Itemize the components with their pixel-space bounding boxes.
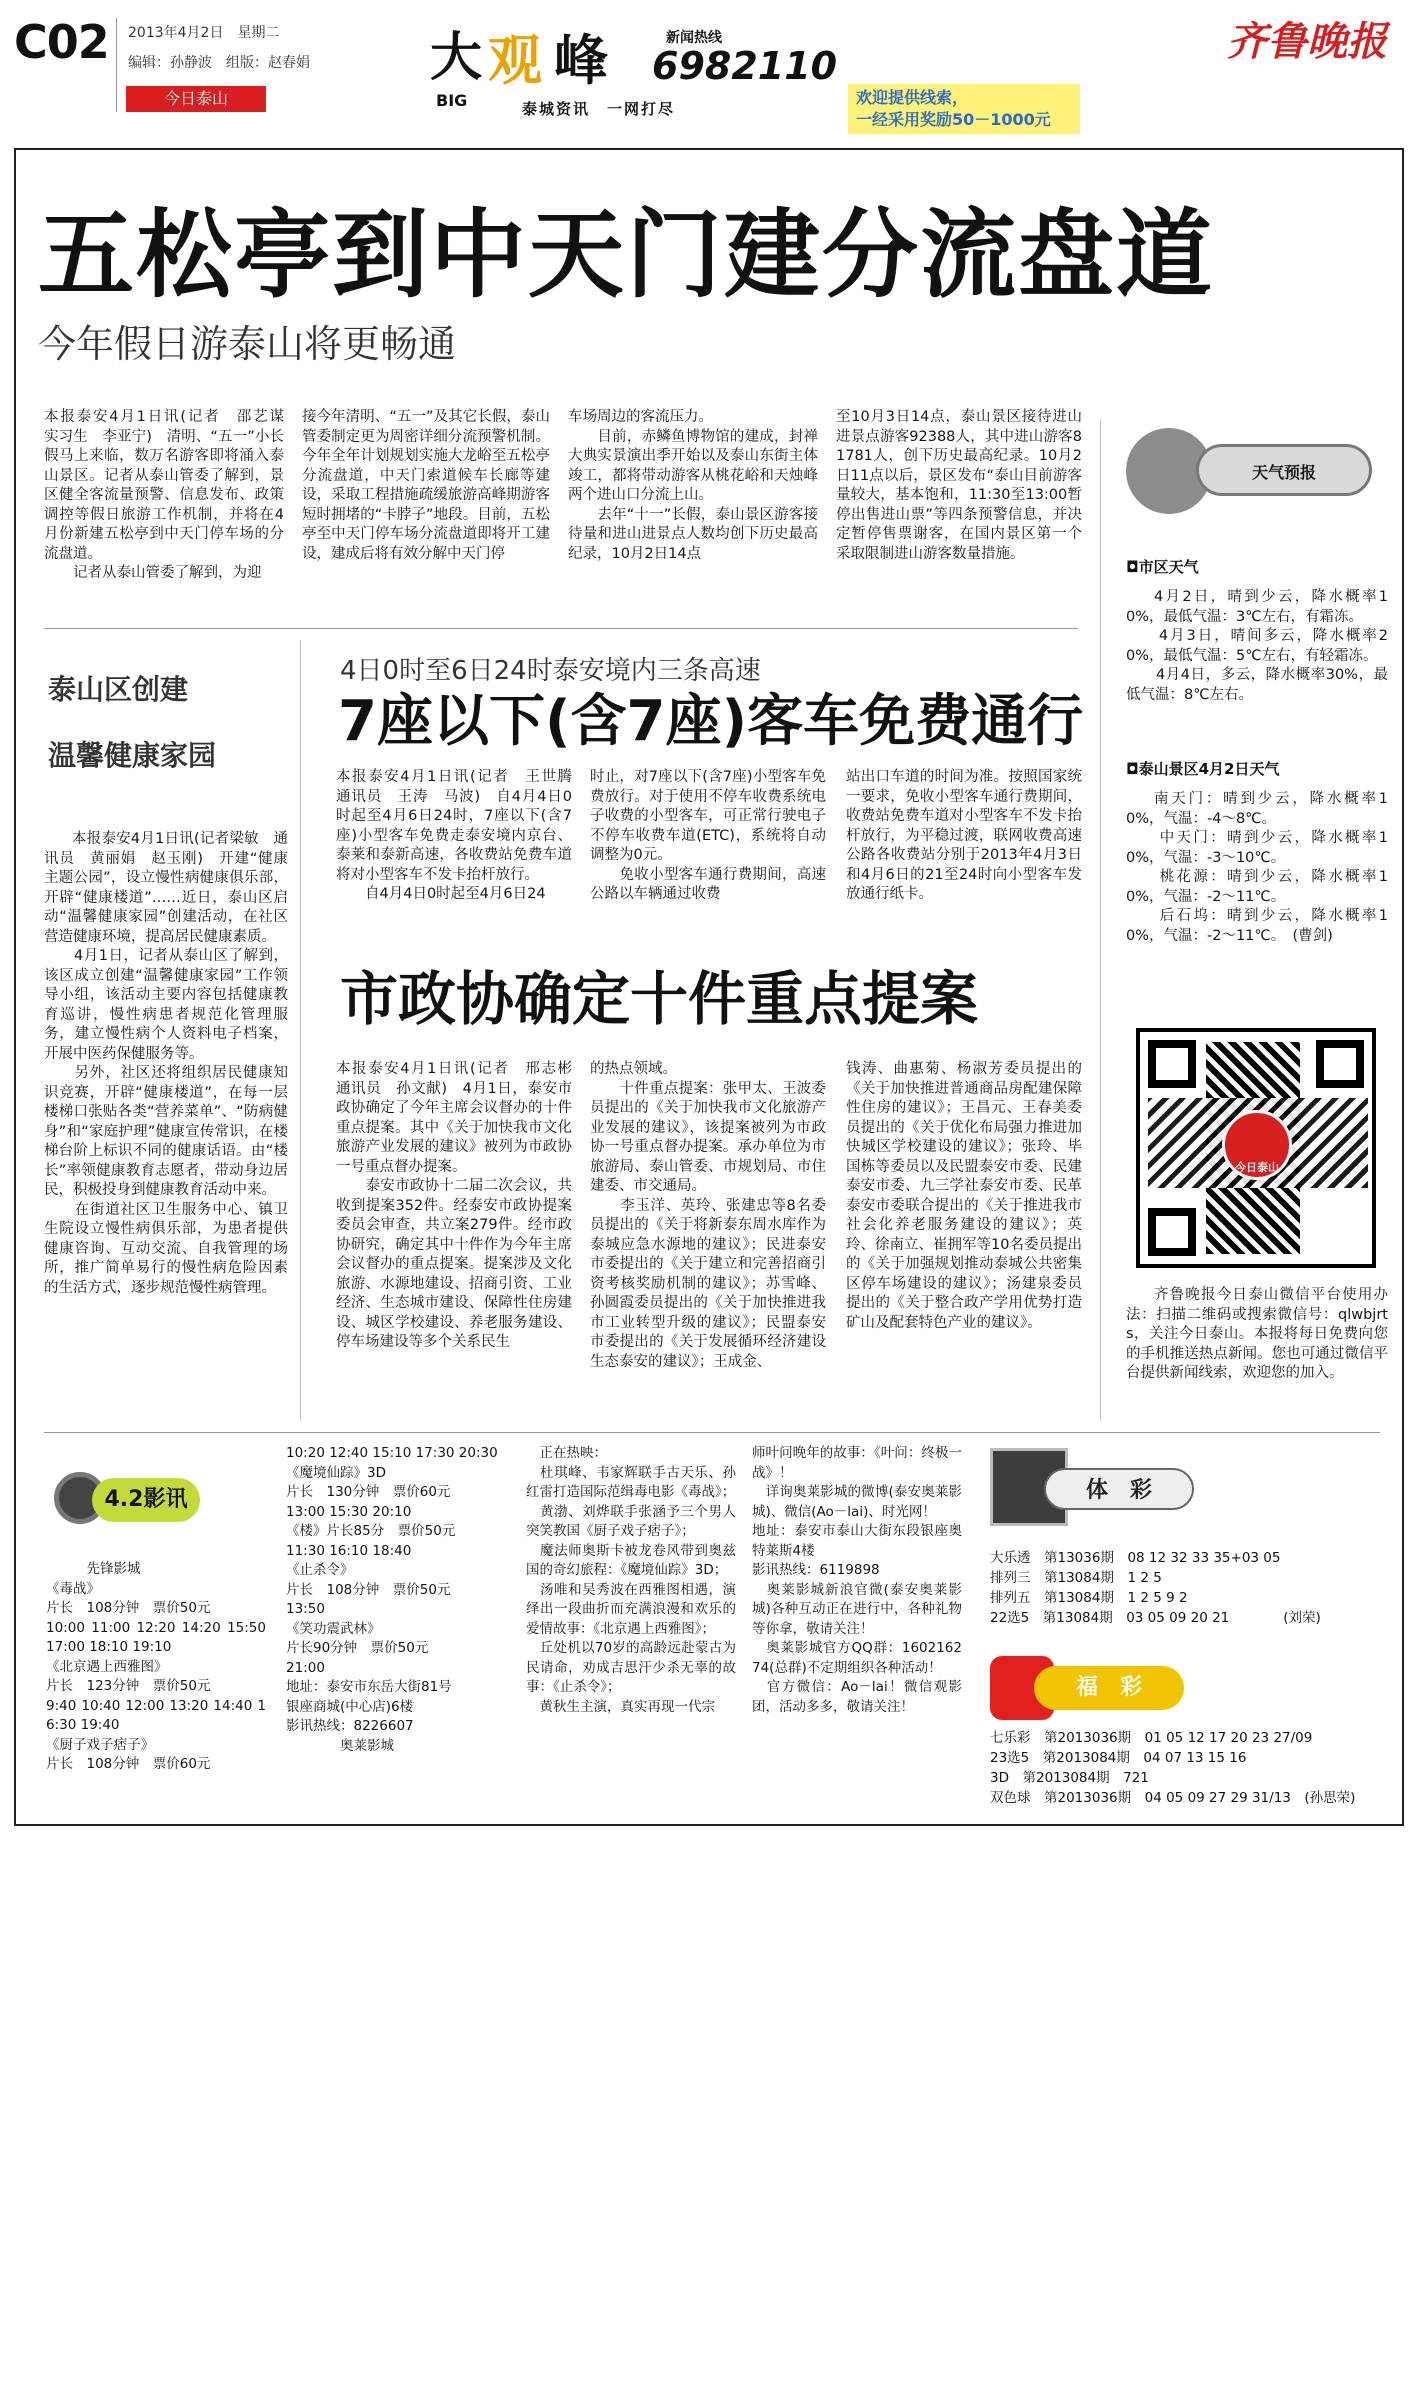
brand-logo: 齐鲁晚报 <box>1227 18 1387 65</box>
weather-banner <box>1126 428 1376 514</box>
hotline-number: 6982110 <box>652 44 838 88</box>
cppcc-col-3: 钱涛、曲惠菊、杨淑芳委员提出的《关于加快推进普通商品房配建保障性住房的建议》；王昌元、王春美委员提出的《关于优化布局强力推进加快城区学校建设的建议》；张玲、毕国栋等委员以及民盟泰安市委、民建泰安市委、九三学社泰安市委、民革泰安市委联合提出的《关于推进我市社会化养老服务建设的建议》；英玲、徐南立、崔拥军等10名委员提出的《关于加强规划推动泰城公共密集区停车场建设的建议》；汤建泉委员提出的《关于整合政产学用优势打造矿山及配套特色产业的建议》。 <box>846 1061 1082 1331</box>
cppcc-col-1: 本报泰安4月1日讯(记者 邢志彬 通讯员 孙文献) 4月1日，泰安市政协确定了今年主席会议督办的十件重点提案。其中《关于加快我市文化旅游产业发展的建议》被列为市政协一号重点督办提案。 泰安市政协十二届二次会议，共收到提案352件。经泰安市政协提案委员会审查，共立案279件。经市政协研究，确定其中十件作为今年主席会议督办的重点提案。提案涉及文化旅游、水源地建设、招商引资、工业经济、生态城市建设、保障性住房建设、城区学校建设、养老服务建设、停车场建设等多个关系民生 <box>336 1061 572 1350</box>
main-col-4: 至10月3日14点，泰山景区接待进山进景点游客92388人，其中进山游客81781人，创下历史最高纪录。10月2日11点以后，景区发布“泰山目前游客量较大，基本饱和，11:30至13:00暂停出售进山票”等四条预警信息，并决定暂停售票谢客，在国内景区第一个采取限制进山游客数量措施。 <box>836 409 1082 562</box>
logo-char-feng: 峰 <box>554 28 608 92</box>
movies-col-2: 10:20 12:40 15:10 17:30 20:30 《魔境仙踪》3D 片长 130分钟 票价60元 13:00 15:30 20:10 《楼》片长85分 票价50元 11:30 16:10 18:40 《止杀令》 片长 108分钟 票价50元 13:50 《笑功震武林》 片长90分钟 票价50元 21:00 地址：泰安市东岳大街81号 银座商城(中心店)6楼 影讯热线：8226607 奥莱影城 <box>286 1445 498 1754</box>
sports-line: 22选5 第13084期 03 05 09 20 21 (刘荣) <box>990 1610 1321 1626</box>
movies-col-4: 师叶问晚年的故事：《叶问：终极一战》！ 详询奥莱影城的微博(泰安奥莱影城)、微信(Ao－lai)、时光网！ 地址：泰安市泰山大街东段银座奥特莱斯4楼 影讯热线：6119898 奥莱影城新浪官微(泰安奥莱影城)各种互动正在进行中，各种礼物等你拿，敬请关注！ 奥莱影城官方QQ群：160216274(总群)不定期组织各种活动！ 官方微信：Ao－lai！微信观影团，活动多多，敬请关注！ <box>752 1445 962 1715</box>
cppcc-headline: 市政协确定十件重点提案 <box>340 965 979 1033</box>
right-rule <box>1402 148 1404 1826</box>
welfare-title: 福 彩 <box>1034 1666 1184 1710</box>
wechat-notice: 齐鲁晚报今日泰山微信平台使用办法：扫描二维码或搜索微信号：qlwbjrts，关注今日泰山。本报将每日免费向您的手机推送热点新闻。您也可通过微信平台提供新闻线索，欢迎您的加入。 <box>1126 1287 1388 1381</box>
city-weather-head-text: 市区天气 <box>1138 558 1199 576</box>
hotline-label: 新闻热线 <box>666 30 722 46</box>
tip-line-2: 一经采用奖励50－1000元 <box>856 110 1051 129</box>
city-weather-text: 4月2日，晴到少云，降水概率10%，最低气温：3℃左右，有霜冻。 4月3日，晴间多云，降水概率20%，最低气温：5℃左右，有轻霜冻。 4月4日，多云，降水概率30%，最低气温：8℃左右。 <box>1126 589 1388 703</box>
welfare-lottery-banner <box>990 1656 1190 1720</box>
movies-banner <box>54 1470 204 1528</box>
tip-box <box>848 84 1080 134</box>
qr-code[interactable] <box>1136 1028 1376 1268</box>
sports-lottery-banner <box>990 1448 1200 1528</box>
main-col-2: 接今年清明、“五一”及其它长假，泰山管委制定更为周密详细分流预警机制。今年全年计划规划实施大龙峪至五松亭分流盘道，中天门索道候车长廊等建设，采取工程措施疏缓旅游高峰期游客短时拥堵的“卡脖子”地段。目前，五松亭至中天门停车场分流盘道即将开工建设，建成后将有效分解中天门停 <box>302 409 550 562</box>
left-rule <box>14 148 16 1826</box>
tip-line-1: 欢迎提供线索， <box>856 88 969 107</box>
movies-col-3: 正在热映： 杜琪峰、韦家辉联手古天乐、孙红雷打造国际范缉毒电影《毒战》； 黄渤、刘烨联手张涵予三个男人突笑教国《厨子戏子痞子》； 魔法师奥斯卡被龙卷风带到奥兹国的奇幻旅程：《魔境仙踪》3D； 汤唯和吴秀波在西雅图相遇，演绎出一段曲折而充满浪漫和欢乐的爱情故事：《北京遇上西雅图》； 丘处机以70岁的高龄远赴蒙古为民请命，劝成吉思汗少杀无辜的故事：《止杀令》； 黄秋生主演，真实再现一代宗 <box>526 1445 736 1715</box>
section-separator <box>44 628 1078 629</box>
page-number: C02 <box>14 15 109 69</box>
health-text: 本报泰安4月1日讯(记者梁敏 通讯员 黄丽娟 赵玉刚) 开建“健康主题公园”，设立慢性病健康俱乐部，开辟“健康楼道”……近日，泰山区启动“温馨健康家园”创建活动，在社区营造健康环境，提高居民健康素质。 4月1日，记者从泰山区了解到，该区成立创建“温馨健康家园”工作领导小组，该活动主要内容包括健康教育巡讲，慢性病患者规范化管理服务，建立慢性病个人资料电子档案，开展中医药保健服务等。 另外，社区还将组织居民健康知识竞赛，开辟“健康楼道”，在每一层楼梯口张贴各类“营养菜单”、“防病健身”和“家庭护理”健康宣传常识，在楼梯台阶上标识不同的健康话语。由“楼长”率领健康教育志愿者，带动身边居民，积极投身到健康教育活动中来。 在街道社区卫生服务中心、镇卫生院设立慢性病俱乐部，为患者提供健康咨询、互动交流、自我管理的场所，推广简单易行的慢性病危险因素的生活方式，逐步规范慢性病管理。 <box>44 831 288 1296</box>
qr-center-logo <box>1222 1110 1292 1180</box>
welfare-line: 双色球 第2013036期 04 05 09 27 29 31/13 (孙思荣) <box>990 1790 1356 1806</box>
welfare-line: 3D 第2013084期 721 <box>990 1770 1149 1786</box>
movies-col-1: 先锋影城 《毒战》 片长 108分钟 票价50元 10:00 11:00 12:20 14:20 15:50 17:00 18:10 19:10 《北京遇上西雅图》 片长 123分钟 票价50元 9:40 10:40 12:00 13:20 14:40 16:30 19:40 《厨子戏子痞子》 片长 108分钟 票价60元 <box>46 1561 266 1772</box>
right-column-divider <box>1100 420 1101 1420</box>
health-divider <box>300 640 301 1420</box>
section-tag: 今日泰山 <box>126 86 266 112</box>
logo-slogan: 泰城资讯 一网打尽 <box>522 100 676 118</box>
qr-center-label: 今日泰山 <box>1235 1161 1279 1174</box>
sports-line: 大乐透 第13036期 08 12 32 33 35+03 05 <box>990 1550 1281 1566</box>
welfare-line: 23选5 第2013084期 04 07 13 15 16 <box>990 1750 1247 1766</box>
sports-line: 排列三 第13084期 1 2 5 <box>990 1570 1162 1586</box>
main-subhead: 今年假日游泰山将更畅通 <box>38 322 457 366</box>
sports-results <box>990 1548 1321 1628</box>
movies-title: 4.2影讯 <box>92 1478 200 1522</box>
date-line: 2013年4月2日 星期二 <box>128 25 280 41</box>
mountain-weather-head: ◘泰山景区4月2日天气 <box>1126 760 1280 778</box>
top-rule <box>14 148 1404 150</box>
bottom-separator <box>44 1432 1380 1433</box>
main-col-3: 车场周边的客流压力。 目前，赤鳞鱼博物馆的建成，封禅大典实景演出季开始以及泰山东街主体竣工，都将带动游客从桃花峪和天烛峰两个进山口分流上山。 去年“十一”长假，泰山景区游客接待量和进山进景点人数均创下历史最高纪录，10月2日14点 <box>568 409 818 562</box>
mountain-weather-head-text: 泰山景区4月2日天气 <box>1138 760 1280 778</box>
highway-col-3: 站出口车道的时间为准。按照国家统一要求，免收小型客车通行费期间，收费站免费车道对小型客车不发卡抬杆放行，为平稳过渡，联网收费高速公路各收费站分别于2013年4月3日和4月6日的21至24时向小型客车发放通行纸卡。 <box>846 769 1082 902</box>
main-col-1: 本报泰安4月1日讯(记者 邵艺谋 实习生 李亚宁) 清明、“五一”小长假马上来临，数万名游客即将涌入泰山景区。记者从泰山管委了解到，景区健全客流量预警、信息发布、政策调控等假日旅游工作机制，并将在4月份新建五松亭到中天门停车场的分流盘道。 记者从泰山管委了解到，为迎 <box>44 409 284 581</box>
qr-finder-tr <box>1316 1040 1364 1088</box>
city-weather-head: ◘市区天气 <box>1126 558 1199 576</box>
highway-kicker: 4日0时至6日24时泰安境内三条高速 <box>340 656 761 686</box>
highway-col-2: 时止，对7座以下(含7座)小型客车免费放行。对于使用不停车收费系统电子收费的小型客车，可正常行驶电子不停车收费车道(ETC)，系统将自动调整为0元。 免收小型客车通行费期间，高速公路以车辆通过收费 <box>590 769 826 902</box>
sports-title: 体 彩 <box>1044 1468 1194 1510</box>
health-title-2: 温馨健康家园 <box>48 739 217 772</box>
health-title-1: 泰山区创建 <box>48 673 189 706</box>
qr-finder-tl <box>1148 1040 1196 1088</box>
logo-big-en: BIG <box>436 91 468 110</box>
welfare-results <box>990 1728 1355 1808</box>
sports-line: 排列五 第13084期 1 2 5 9 2 <box>990 1590 1188 1606</box>
highway-headline: 7座以下(含7座)客车免费通行 <box>338 689 1084 754</box>
logo-char-guan: 观 <box>488 28 542 92</box>
highway-col-1: 本报泰安4月1日讯(记者 王世腾 通讯员 王涛 马波) 自4月4日0时起至4月6日24时，7座以下(含7座)小型客车免费走泰安境内京台、泰莱和泰新高速，各收费站免费车道将对小型客车不发卡抬杆放行。 自4月4日0时起至4月6日24 <box>336 769 572 902</box>
welfare-line: 七乐彩 第2013036期 01 05 12 17 20 23 27/09 <box>990 1730 1313 1746</box>
column-logo <box>430 22 850 142</box>
main-headline: 五松亭到中天门建分流盘道 <box>38 199 1214 311</box>
bottom-rule <box>14 1824 1404 1826</box>
weather-title: 天气预报 <box>1196 444 1372 496</box>
cppcc-col-2: 的热点领域。 十件重点提案：张甲太、王波委员提出的《关于加快我市文化旅游产业发展的建议》，该提案被列为市政协一号重点督办提案。承办单位为市旅游局、泰山管委、市规划局、市住建委、市交通局。 李玉洋、英玲、张建忠等8名委员提出的《关于将新泰东周水库作为泰城应急水源地的建议》；民进泰安市委提出的《关于建立和完善招商引资考核奖励机制的建议》；苏雪峰、孙圆霞委员提出的《关于加快推进我市工业转型升级的建议》；民盟泰安市委提出的《关于发展循环经济建设生态泰安的建议》；王成金、 <box>590 1061 826 1370</box>
editors-line: 编辑：孙静波 组版：赵春娟 <box>128 55 310 71</box>
header-divider <box>116 18 117 112</box>
mountain-weather-text: 南天门：晴到少云，降水概率10%，气温：-4～8℃。 中天门：晴到少云，降水概率10%，气温：-3～10℃。 桃花源：晴到少云，降水概率10%，气温：-2～11℃。 后石坞：晴到少云，降水概率10%，气温：-2～11℃。 (曹剑) <box>1126 791 1388 944</box>
qr-finder-bl <box>1148 1208 1196 1256</box>
logo-char-big: 大 <box>430 27 483 88</box>
